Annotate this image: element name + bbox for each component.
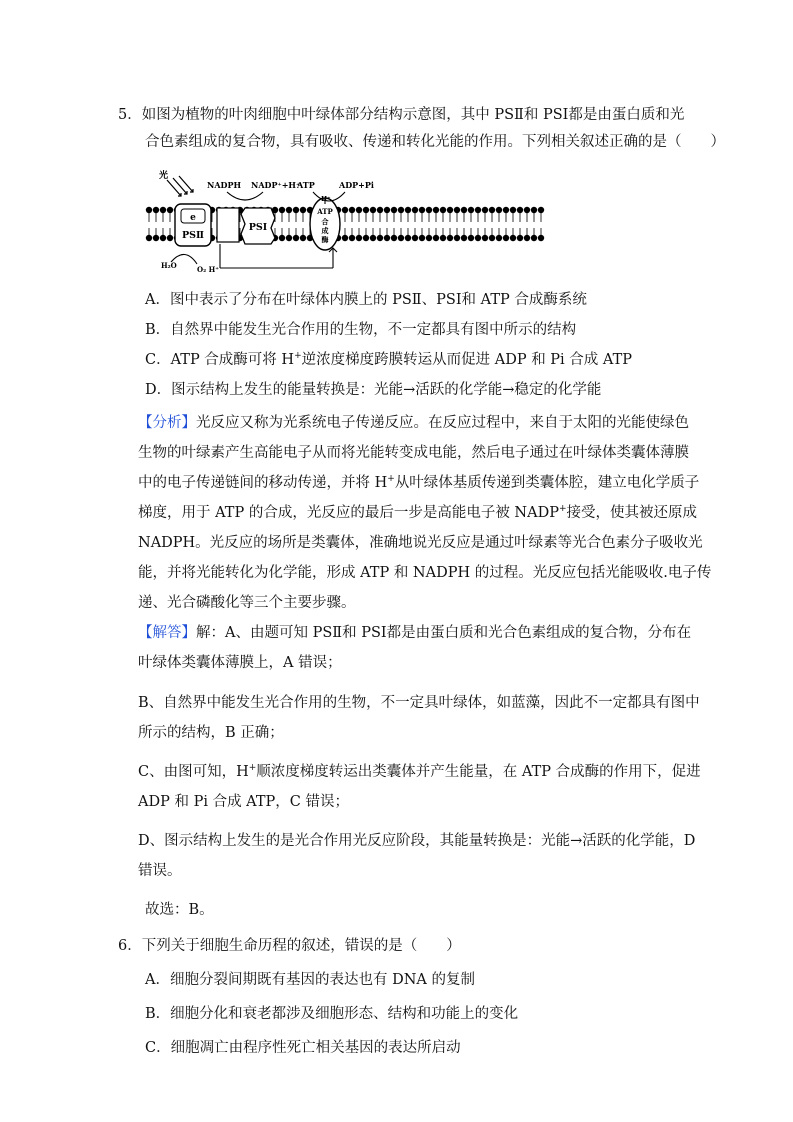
lipid-head [447, 235, 453, 241]
lipid-head [342, 207, 348, 213]
lipid-head [475, 207, 481, 213]
lipid-head [405, 207, 411, 213]
nadph-label: NADPH [207, 180, 242, 190]
lipid-head [489, 207, 495, 213]
lipid-head [538, 207, 544, 213]
answer-l1: 解：A、由题可知 PSⅡ和 PSⅠ都是由蛋白质和光合色素组成的复合物，分布在 [196, 625, 692, 641]
answer-tag: 【解答】 [138, 625, 196, 641]
lipid-head [496, 207, 502, 213]
lipid-head [405, 235, 411, 241]
analysis-line7: 递、光合磷酸化等三个主要步骤。 [138, 595, 356, 611]
cytochrome-block [217, 208, 239, 242]
lipid-head [482, 235, 488, 241]
lipid-head [447, 207, 453, 213]
lipid-head [286, 235, 292, 241]
lipid-head [342, 235, 348, 241]
lipid-head [454, 207, 460, 213]
analysis-l4-pre: 梯度，用于 ATP 的合成，光反应的最后一步是高能电子被 NADP [138, 505, 559, 521]
lipid-head [517, 207, 523, 213]
lipid-head [391, 207, 397, 213]
lipid-head [468, 235, 474, 241]
lipid-head [468, 207, 474, 213]
e-label: e [190, 213, 196, 223]
lipid-head [433, 235, 439, 241]
answer-l5-sup: + [248, 763, 257, 773]
lipid-head [370, 207, 376, 213]
atp-synthase-label-3: 成 [321, 226, 329, 235]
analysis-l3-sup: + [387, 474, 395, 484]
lipid-head [524, 235, 530, 241]
lipid-head [440, 235, 446, 241]
answer-l5-pre: C、由图可知，H [138, 764, 249, 780]
lipid-head [279, 207, 285, 213]
q5-option-b: B．自然界中能发生光合作用的生物，不一定都具有图中所示的结构 [145, 322, 577, 338]
answer-line4: 所示的结构，B 正确； [138, 725, 284, 741]
q6-option-b: B．细胞分化和衰老都涉及细胞形态、结构和功能上的变化 [145, 1006, 519, 1022]
answer-line7: D、图示结构上发生的是光合作用光反应阶段，其能量转换是：光能→活跃的化学能，D [138, 833, 696, 849]
lipid-head [426, 235, 432, 241]
lipid-head [524, 207, 530, 213]
atp-synthase-label-4: 酶 [321, 235, 329, 244]
lipid-head [461, 207, 467, 213]
atp-label: ATP [297, 180, 315, 190]
lipid-head [349, 207, 355, 213]
lipid-head [279, 235, 285, 241]
answer-line2: 叶绿体类囊体薄膜上，A 错误； [138, 655, 342, 671]
q5-option-c-sup: + [294, 351, 302, 361]
o2-h-label: O₂ H⁺ [197, 265, 219, 274]
chloroplast-membrane-diagram [145, 168, 545, 280]
lipid-head [475, 235, 481, 241]
q5-option-a: A．图中表示了分布在叶绿体内膜上的 PSⅡ、PSⅠ和 ATP 合成酶系统 [145, 292, 587, 308]
q5-option-d: D．图示结构上发生的能量转换是：光能→活跃的化学能→稳定的化学能 [145, 382, 602, 398]
answer-line1 [138, 623, 691, 643]
light-label: 光 [159, 171, 169, 181]
lipid-head [160, 235, 166, 241]
lipid-head [503, 207, 509, 213]
lipid-head [391, 235, 397, 241]
q5-stem-line2: 合色素组成的复合物，具有吸收、传递和转化光能的作用。下列相关叙述正确的是（ ） [145, 134, 725, 150]
q5-option-c-post: 逆浓度梯度跨膜转运从而促进 ADP 和 Pi 合成 ATP [301, 352, 633, 368]
lipid-head [370, 235, 376, 241]
lipid-head [426, 207, 432, 213]
lipid-head [454, 235, 460, 241]
q5-option-c [145, 350, 632, 370]
lipid-head [503, 235, 509, 241]
analysis-l4-sup: + [558, 504, 567, 514]
lipid-head [531, 235, 537, 241]
lipid-head [482, 207, 488, 213]
analysis-l1: 光反应又称为光系统电子传递反应。在反应过程中，来自于太阳的光能使绿色 [196, 415, 689, 431]
q6-stem: 6．下列关于细胞生命历程的叙述，错误的是（ ） [118, 938, 461, 954]
lipid-head [384, 207, 390, 213]
q5-stem-line1: 5．如图为植物的叶肉细胞中叶绿体部分结构示意图，其中 PSⅡ和 PSⅠ都是由蛋白质和光 [118, 107, 685, 123]
adp-pi-label: ADP+Pi [339, 180, 374, 190]
ps1-label: PSⅠ [248, 222, 268, 233]
lipid-head [384, 235, 390, 241]
lipid-head [153, 207, 159, 213]
lipid-head [377, 207, 383, 213]
lipid-head [146, 207, 152, 213]
lipid-head [356, 207, 362, 213]
ps2-label: PSⅡ [181, 230, 205, 241]
lipid-head [377, 235, 383, 241]
lipid-head [146, 235, 152, 241]
q6-option-c: C．细胞凋亡由程序性死亡相关基因的表达所启动 [145, 1040, 461, 1056]
lipid-head [363, 207, 369, 213]
h-plus-top-label: H⁺ [321, 195, 331, 203]
atp-synthase-label-2: 合 [321, 217, 329, 226]
lipid-head [419, 235, 425, 241]
lipid-head [363, 235, 369, 241]
lipid-head [356, 235, 362, 241]
q6-option-a: A．细胞分裂间期既有基因的表达也有 DNA 的复制 [145, 972, 475, 988]
nadp-label: NADP⁺+H⁺ [251, 180, 301, 190]
analysis-tag: 【分析】 [138, 415, 196, 431]
analysis-line1 [138, 413, 689, 433]
lipid-head [412, 207, 418, 213]
lipid-head [349, 235, 355, 241]
lipid-head [293, 207, 299, 213]
lipid-head [167, 235, 173, 241]
light-arrows [167, 176, 193, 196]
h2o-label: H₂O [161, 261, 177, 270]
analysis-line2: 生物的叶绿素产生高能电子从而将光能转变成电能，然后电子通过在叶绿体类囊体薄膜 [138, 445, 689, 461]
lipid-head [517, 235, 523, 241]
analysis-l4-post: 接受，使其被还原成 [566, 505, 698, 521]
lipid-head [398, 207, 404, 213]
lipid-head [538, 235, 544, 241]
analysis-l3-pre: 中的电子传递链间的移动传递，并将 H [138, 475, 388, 491]
answer-line5 [138, 762, 701, 782]
bottom-paths [171, 244, 337, 268]
lipid-head [510, 235, 516, 241]
answer-line6: ADP 和 Pi 合成 ATP，C 错误； [138, 794, 349, 810]
lipid-head [286, 207, 292, 213]
lipid-head [167, 207, 173, 213]
atp-synthase-label-1: ATP [317, 207, 333, 216]
lipid-head [153, 235, 159, 241]
analysis-line5: NADPH。光反应的场所是类囊体，准确地说光反应是通过叶绿素等光合色素分子吸收光 [138, 535, 703, 551]
answer-l5-post: 顺浓度梯度转运出类囊体并产生能量，在 ATP 合成酶的作用下，促进 [256, 764, 701, 780]
lipid-head [461, 235, 467, 241]
answer-line3: B、自然界中能发生光合作用的生物，不一定具叶绿体，如蓝藻，因此不一定都具有图中 [138, 695, 700, 711]
lipid-head [412, 235, 418, 241]
lipid-head [160, 207, 166, 213]
lipid-head [300, 207, 306, 213]
analysis-line6: 能，并将光能转化为化学能，形成 ATP 和 NADPH 的过程。光反应包括光能吸收.电子传 [138, 565, 712, 581]
lipid-head [440, 207, 446, 213]
lipid-head [293, 235, 299, 241]
lipid-head [300, 235, 306, 241]
analysis-line4 [138, 503, 697, 523]
answer-final: 故选：B。 [145, 902, 214, 918]
lipid-head [531, 207, 537, 213]
lipid-head [510, 207, 516, 213]
lipid-head [433, 207, 439, 213]
lipid-head [489, 235, 495, 241]
lipid-head [496, 235, 502, 241]
analysis-line3 [138, 473, 699, 493]
q5-option-c-pre: C．ATP 合成酶可将 H [145, 352, 295, 368]
lipid-head [419, 207, 425, 213]
answer-line8: 错误。 [138, 863, 182, 879]
lipid-head [398, 235, 404, 241]
analysis-l3-post: 从叶绿体基质传递到类囊体腔，建立电化学质子 [394, 475, 700, 491]
